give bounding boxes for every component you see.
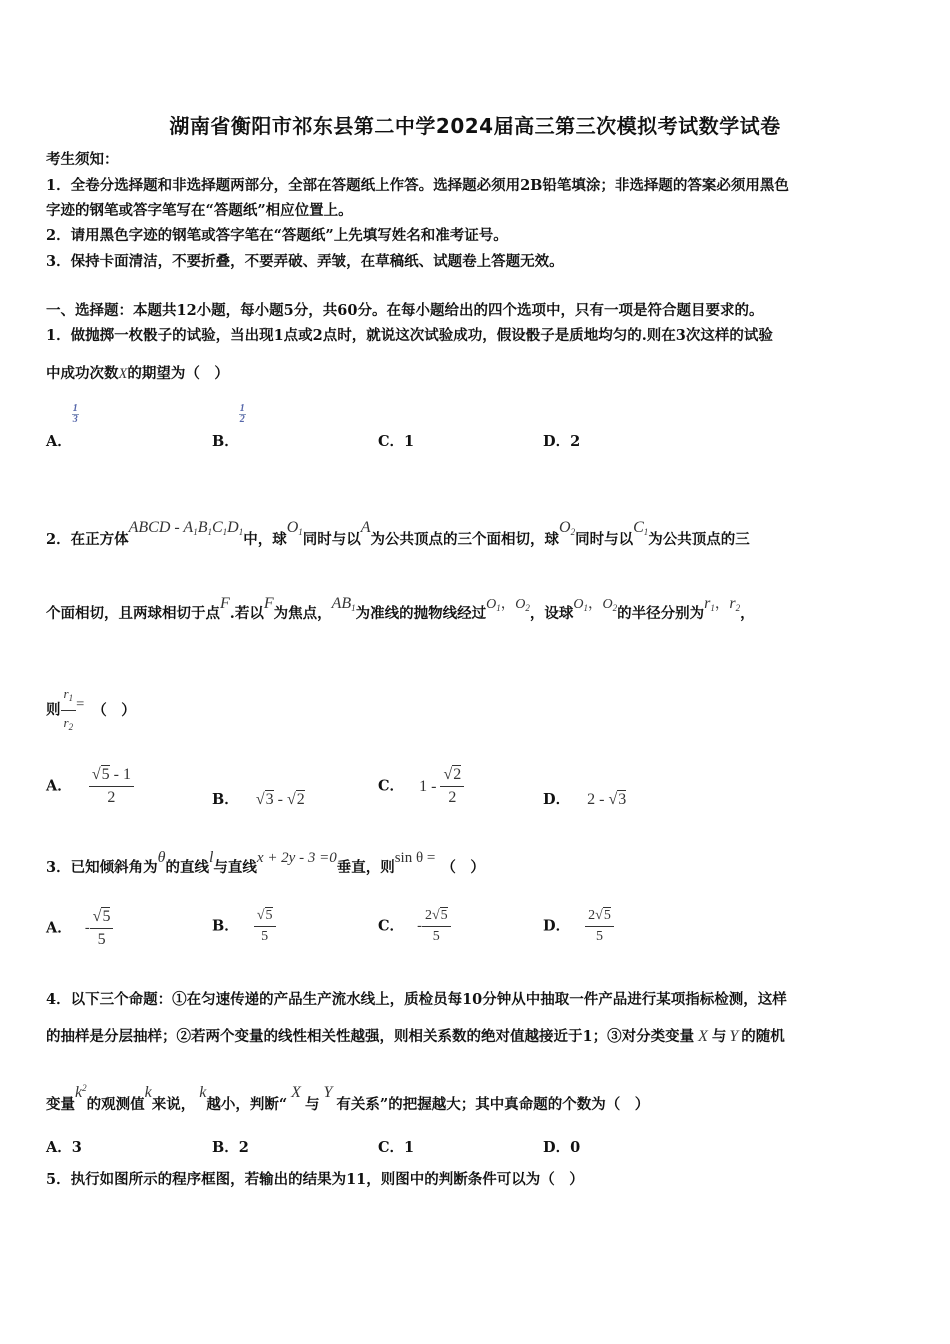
q4-option-a[interactable]: A．3 bbox=[46, 1139, 82, 1156]
q4-line-3: 变量$k^2$的观测值k来说，k越小，判断“X与Y有关系”的把握越大；其中真命题的个数为（ ） bbox=[46, 1083, 650, 1113]
q4-line-2: 的抽样是分层抽样；②若两个变量的线性相关性越强，则相关系数的绝对值越接近于1；③对分类变量 X 与 Y 的随机 bbox=[46, 1028, 785, 1045]
q4-option-c[interactable]: C．1 bbox=[378, 1139, 415, 1156]
q2-option-a[interactable]: A． $\frac{√5 - 1}{2}$ bbox=[46, 766, 134, 807]
q4-line-1: 4．以下三个命题：①在匀速传递的产品生产流水线上，质检员每10分钟从中抽取一件产品进行某项指标检测，这样 bbox=[46, 991, 787, 1008]
q5-line-1: 5．执行如图所示的程序框图，若输出的结果为11，则图中的判断条件可以为（ ） bbox=[46, 1171, 584, 1188]
section-heading: 一、选择题：本题共12小题，每小题5分，共60分。在每小题给出的四个选项中，只有一项是符合题目要求的。 bbox=[46, 302, 764, 319]
q4-option-d[interactable]: D．0 bbox=[543, 1139, 581, 1156]
q1-line-1: 1．做抛掷一枚骰子的试验，当出现1点或2点时，就说这次试验成功，假设骰子是质地均匀的.则在3次这样的试验 bbox=[46, 327, 773, 344]
notice-item-1-cont: 字迹的钢笔或答字笔写在“答题纸”相应位置上。 bbox=[46, 202, 353, 219]
notice-heading: 考生须知： bbox=[46, 151, 119, 168]
q2-line-3: 则 $\frac{r_1}{r_2}$ = （ ） bbox=[46, 686, 136, 732]
q2-line-2: 个面相切，且两球相切于点F.若以F为焦点，$AB_1$为准线的抛物线经过$O_1$，$O_2$，设球$O_1$，$O_2$的半径分别为$r_1$，$r_2$， bbox=[46, 595, 755, 622]
q2-option-b[interactable]: B． √3 - √2 bbox=[212, 791, 305, 808]
q3-option-c[interactable]: C． - $\frac{2√5}{5}$ bbox=[378, 908, 451, 945]
q3-option-a[interactable]: A． - $\frac{√5}{5}$ bbox=[46, 908, 113, 949]
q1-line-2: 中成功次数X的期望为（ ） bbox=[46, 365, 229, 382]
notice-item-1: 1．全卷分选择题和非选择题两部分，全部在答题纸上作答。选择题必须用2B铅笔填涂；非选择题的答案必须用黑色 bbox=[46, 177, 789, 194]
page-title: 湖南省衡阳市祁东县第二中学2024届高三第三次模拟考试数学试卷 bbox=[169, 114, 781, 138]
q3-option-b[interactable]: B． $\frac{√5}{5}$ bbox=[212, 908, 276, 945]
notice-item-3: 3．保持卡面清洁，不要折叠，不要弄破、弄皱，在草稿纸、试题卷上答题无效。 bbox=[46, 253, 564, 270]
q4-option-b[interactable]: B．2 bbox=[212, 1139, 249, 1156]
notice-item-2: 2．请用黑色字迹的钢笔或答字笔在“答题纸”上先填写姓名和准考证号。 bbox=[46, 227, 508, 244]
q3-line-1: 3．已知倾斜角为θ的直线l与直线x + 2y - 3 =0垂直，则sin θ =（ ） bbox=[46, 849, 485, 876]
q3-option-d[interactable]: D． $\frac{2√5}{5}$ bbox=[543, 908, 614, 945]
q2-option-c[interactable]: C． 1 - $\frac{√2}{2}$ bbox=[378, 766, 464, 807]
q1-option-a[interactable]: A． $\frac{1}{3}$ bbox=[46, 403, 78, 450]
q1-option-b[interactable]: B． $\frac{1}{2}$ bbox=[212, 403, 245, 450]
q1-option-c[interactable]: C．1 bbox=[378, 433, 415, 450]
q2-option-d[interactable]: D． 2 - √3 bbox=[543, 791, 627, 808]
q2-line-1: 2．在正方体ABCD - $A_1B_1C_1D_1$中，球$O_1$同时与以A为公共顶点的三个面相切，球$O_2$同时与以$C_1$为公共顶点的三 bbox=[46, 519, 750, 548]
q1-option-d[interactable]: D．2 bbox=[543, 433, 581, 450]
